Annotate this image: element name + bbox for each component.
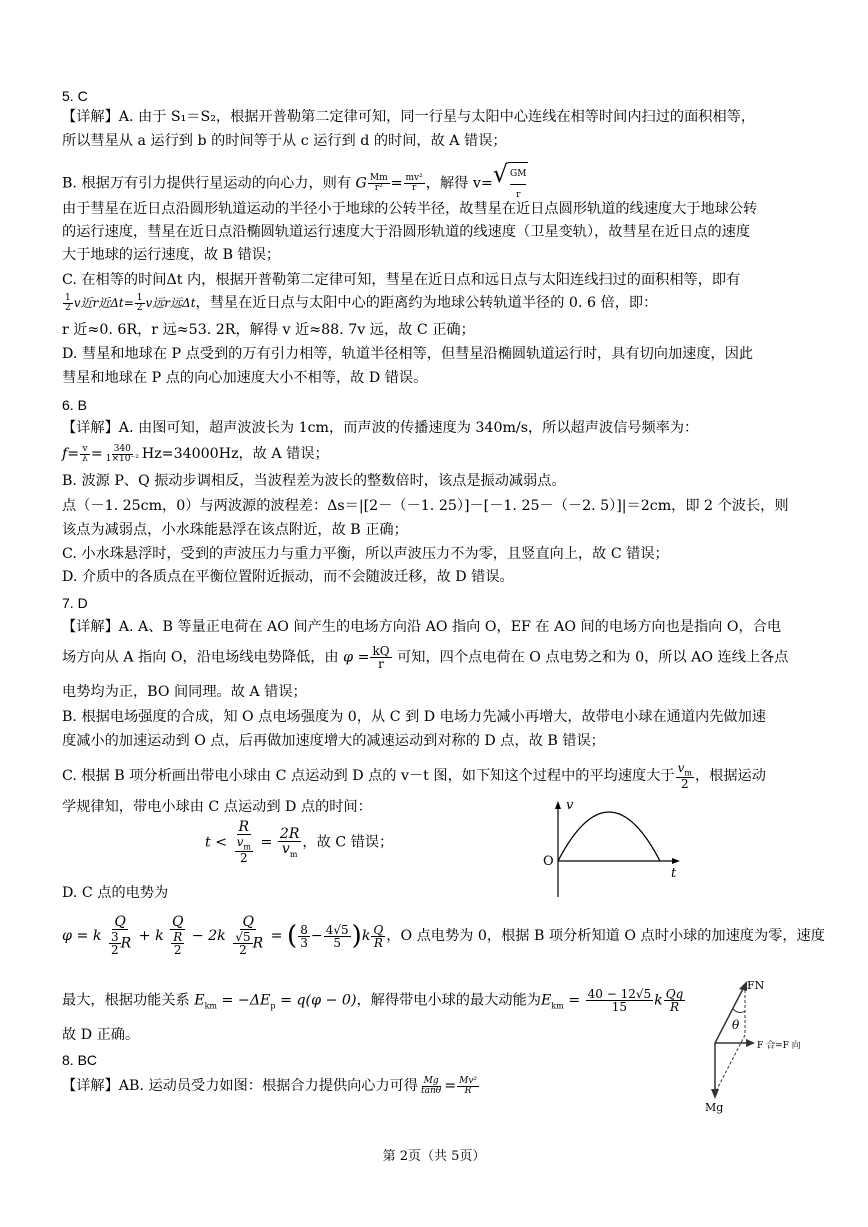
q5-detail-d1: D. 彗星和地球在 P 点受到的万有引力相等，轨道半径相等，但彗星沿椭圆轨道运行时，具有切向加速度，因此: [62, 346, 754, 362]
q7-detail-c2: 学规律知，带电小球由 C 点运动到 D 点的时间：: [62, 799, 372, 815]
q8-ab-text: 【详解】AB. 运动员受力如图：根据合力提供向心力可得: [62, 1078, 419, 1094]
fn-label: FN: [747, 979, 765, 992]
frac-8-3: $\frac{8}{3}$: [300, 922, 308, 950]
q5-detail-b2: 由于彗星在近日点沿圆形轨道运动的半径小于地球的公转半径，故彗星在近日点圆形轨道的线速度大于地球公转: [62, 201, 758, 217]
q7-detail-a2: [62, 645, 789, 670]
frac-ekm: $\frac{40 - 12√5}{15}$: [587, 987, 652, 1014]
q7-d3-text2: ，解得带电小球的最大动能为: [356, 992, 541, 1009]
eq-vfar: v远r远Δt: [145, 296, 196, 310]
frac-half-2: $\frac{1}{2}$: [136, 292, 143, 313]
q5-detail-c2: [62, 293, 657, 313]
q5-c2-text: ，彗星在近日点与太阳中心的距离约为地球公转轨道半径的 0. 6 倍，即：: [195, 295, 658, 311]
q7-d3-text: 最大，根据功能关系: [62, 992, 190, 1009]
frac-2r-vm: $\frac{2R}{v_m}$: [279, 825, 300, 859]
mg-label: Mg: [705, 1101, 724, 1114]
q7-detail-d4: 故 D 正确。: [62, 1027, 140, 1043]
q6-a2-text: Hz=34000Hz，故 A 错误；: [141, 446, 329, 462]
theta-label: θ: [732, 1018, 740, 1032]
q8-answer: 8. BC: [62, 1052, 98, 1068]
frac-vm-2: $\frac{v_m}{2}$: [677, 761, 692, 792]
frac-q-r: $\frac{Q}{R}$: [373, 922, 384, 950]
q7-detail-b2: 度减小的加速运动到 O 点，后再做加速度增大的减速运动到对称的 D 点，故 B 错误；: [62, 733, 605, 749]
f-net-label: F 合=F 向: [757, 1041, 801, 1051]
frac-half-1: $\frac{1}{2}$: [65, 292, 71, 313]
q5-detail-d2: 彗星和地球在 P 点的向心加速度大小不相等，故 D 错误。: [62, 370, 428, 386]
frac-q-sqrt5r2: Q $\frac{√5}{2}$ R: [235, 914, 264, 957]
q7-a2-text2: 可知，四个点电荷在 O 点电势之和为 0，所以 AO 连线上各点: [397, 649, 789, 666]
q6-detail-b3: 该点为减弱点，小水珠能悬浮在该点附近，故 B 正确；: [62, 522, 408, 538]
vt-x-arrow: [672, 858, 680, 864]
q6-detail-c: C. 小水珠悬浮时，受到的声波压力与重力平衡，所以声波压力不为零，且竖直向上，故 C 错误；: [62, 546, 669, 562]
eq-plusk: + k: [138, 928, 164, 944]
vt-graph: [540, 795, 690, 905]
q5-detail-a1: 【详解】A. 由于 S₁＝S₂，根据开普勒第二定律可知，同一行星与太阳中心连线在相等时间内扫过的面积相等，: [62, 109, 756, 125]
frac-kq-r: $\frac{kQ}{r}$: [372, 644, 390, 671]
q6-detail-b2: 点（－1. 25cm，0）与两波源的波程差：Δs＝|[2－（－1. 25）]－[－1. 25－（－2. 5）]|＝2cm，即 2 个波长，则: [62, 498, 789, 514]
q7-detail-a3: 电势均为正，BO 间同理。故 A 错误；: [62, 684, 307, 700]
frac-mv2-r-8: $\frac{\text{Mv²}}{R}$: [459, 1075, 478, 1096]
q7-detail-d1: D. C 点的电势为: [62, 885, 169, 901]
eq-f: f=: [62, 446, 80, 462]
q7-detail-d3: 最大，根据功能关系 $E_{km} = -\Delta E_p = q(\varphi - 0)$，解得带电小球的最大动能为$E_{km}$ = $\frac{40 - 12√5}{15}$ k $\frac{Qq}{R}$: [62, 987, 684, 1014]
q6-detail-b1: B. 波源 P、Q 振动步调相反，当波程差为波长的整数倍时，该点是振动减弱点。: [62, 473, 566, 489]
sqrt-gm-r: √ GM r: [493, 162, 529, 205]
q6-answer: 6. B: [62, 397, 87, 413]
frac-340: $\frac{340}{\text{1×10⁻²}}$: [105, 443, 139, 464]
eq-t: t <: [205, 834, 228, 851]
vt-x-label: t: [671, 866, 677, 881]
q7-detail-c1: [62, 762, 766, 790]
q6-detail-d: D. 介质中的各质点在平衡位置附近振动，而不会随波迁移，故 D 错误。: [62, 569, 514, 585]
force-diagram: [695, 975, 835, 1115]
eq-phik: φ = k: [62, 928, 102, 944]
q7-c-conclusion: ，故 C 错误；: [302, 834, 394, 851]
frac-q-r2: $\frac{Q}{\frac{R}{2}}$: [171, 914, 184, 957]
q7-time-inequality: t < $\frac{R}{\frac{v_m}{2}}$ = $\frac{2R}{v_m}$ ，故 C 错误；: [205, 819, 394, 866]
frac-v-lam: $\frac{v}{\lambda}$: [82, 443, 88, 464]
eq-solve: ，解得 v=: [425, 175, 493, 192]
q5-detail-b3: 的运行速度，彗星在近日点沿椭圆轨道运行速度大于沿圆形轨道的线速度（卫星变轨），故彗星在近日点的速度: [62, 224, 751, 240]
frac-qq-r: $\frac{Qq}{R}$: [665, 987, 684, 1014]
frac-r-vm2: $\frac{R}{\frac{v_m}{2}}$: [236, 819, 251, 866]
q7-d2-text: ，O 点电势为 0，根据 B 项分析知道 O 点时小球的加速度为零，速度: [386, 928, 825, 944]
q5-answer: 5. C: [62, 88, 88, 104]
vt-origin-label: O: [543, 854, 554, 869]
theta-arc: [733, 1009, 745, 1013]
vt-y-label: v: [566, 798, 574, 813]
frac-mv2-r: $\frac{\text{mv²}}{r}$: [405, 173, 423, 193]
q5-detail-c3: r 近≈0. 6R，r 远≈53. 2R，解得 v 近≈88. 7v 远，故 C 正确；: [62, 322, 475, 338]
eq-g: G: [355, 175, 367, 192]
eq-vnear: v近r近Δt=: [73, 296, 134, 310]
q5-detail-b4: 大于地球的运行速度，故 B 错误；: [62, 247, 281, 263]
fn-vector: [715, 985, 745, 1043]
q8-detail-ab: 【详解】AB. 运动员受力如图：根据合力提供向心力可得 $\frac{Mg}{\tan\theta}$ = $\frac{\text{Mv²}}{R}$: [62, 1075, 478, 1096]
frac-q-3r2: Q $\frac{3}{2}$ R: [110, 914, 132, 957]
eq-minus2k: − 2k: [191, 928, 226, 944]
q7-c1-text2: ，根据运动: [694, 768, 766, 785]
q7-detail-a1: 【详解】A. A、B 等量正电荷在 AO 间产生的电场方向沿 AO 指向 O，EF 在 AO 间的电场方向也是指向 O，合电: [62, 619, 782, 635]
q5-detail-c1: C. 在相等的时间Δt 内，根据开普勒第二定律可知，彗星在近日点和远日点与太阳连线扫过的面积相等，即有: [62, 272, 741, 288]
q7-detail-b1: B. 根据电场强度的合成，知 O 点电场强度为 0，从 C 到 D 电场力先减小再增大，故带电小球在通道内先做加速: [62, 709, 766, 725]
frac-mg-tan: $\frac{Mg}{\tan\theta}$: [421, 1075, 442, 1096]
q7-answer: 7. D: [62, 595, 88, 611]
q7-c1-text: C. 根据 B 项分析画出带电小球由 C 点运动到 D 点的 v－t 图，如下知这个过程中的平均速度大于: [62, 768, 675, 785]
eq-phi: φ =: [343, 649, 370, 666]
page-footer: 第 2页（共 5页）: [382, 1149, 486, 1164]
q7-detail-d2: φ = k Q $\frac{3}{2}$ R + k $\frac{Q}{\frac{R}{2}}$ − 2k Q $\frac{√5}{2}$ R = ( $\frac{8}{3}$ − $\frac{4√5}{5}$ )k $\frac{Q}{R}$ ，O 点电势为 0，根据 B 项分析知道 O 点时小球的加速度为零，速度: [62, 914, 825, 957]
q5-b-text: B. 根据万有引力提供行星运动的向心力，则有: [62, 175, 352, 192]
q7-a2-text: 场方向从 A 指向 O，沿电场线电势降低，由: [62, 649, 339, 666]
q6-detail-a1: 【详解】A. 由图可知，超声波波长为 1cm，而声波的传播速度为 340m/s，所以超声波信号频率为：: [62, 420, 699, 436]
q6-detail-a2: f= $\frac{v}{\lambda}$ = $\frac{340}{\text{1×10⁻²}}$ Hz=34000Hz，故 A 错误；: [62, 443, 329, 464]
q5-detail-b: B. 根据万有引力提供行星运动的向心力，则有 G $\frac{Mm}{\text{r²}}$ = $\frac{\text{mv²}}{r}$ ，解得 v= √ GM r: [62, 162, 528, 205]
vt-curve: [558, 812, 660, 861]
q5-detail-a2: 所以彗星从 a 运行到 b 的时间等于从 c 运行到 d 的时间，故 A 错误；: [62, 133, 507, 149]
vt-y-arrow: [555, 801, 561, 809]
frac-4sqrt5-5: $\frac{4√5}{5}$: [325, 922, 349, 950]
frac-mm-r2: $\frac{Mm}{\text{r²}}$: [369, 173, 388, 193]
